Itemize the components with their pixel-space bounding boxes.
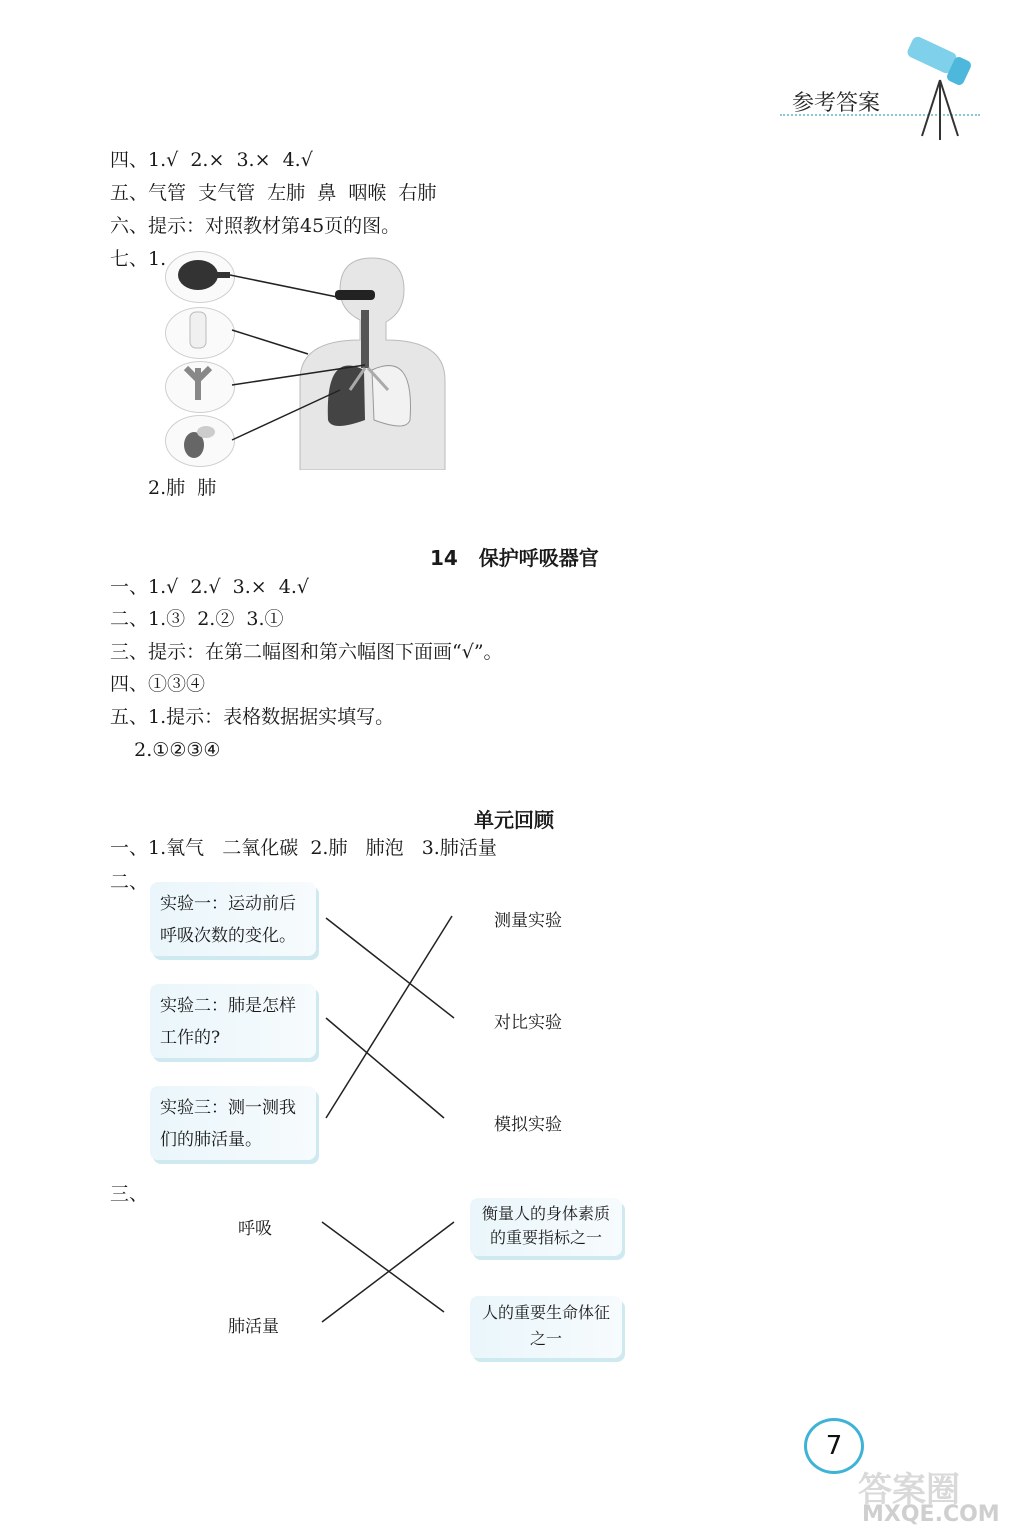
experiment-box-2: 实验二：肺是怎样工作的? [150, 984, 316, 1058]
watermark-url: MXQE.COM [862, 1502, 1000, 1527]
page-header-title: 参考答案 [792, 91, 881, 116]
term-breathing: 呼吸 [238, 1219, 272, 1239]
meaning-box-2: 人的重要生命体征之一 [470, 1296, 622, 1358]
experiment-box-3: 实验三：测一测我们的肺活量。 [150, 1086, 316, 1160]
answer-line-5: 五、气管 支气管 左肺 鼻 咽喉 右肺 [110, 182, 437, 204]
answer-7-2: 2.肺 肺 [148, 477, 217, 499]
s14-line-2: 二、1.③ 2.② 3.① [110, 608, 284, 630]
review-q3-label: 三、 [110, 1183, 149, 1205]
meaning-box-1: 衡量人的身体素质的重要指标之一 [470, 1198, 622, 1256]
method-simulate: 模拟实验 [494, 1115, 562, 1135]
method-compare: 对比实验 [494, 1013, 562, 1033]
review-title: 单元回顾 [474, 808, 554, 832]
telescope-icon [900, 36, 980, 144]
watermark-logo: 答案圈 [858, 1470, 960, 1510]
review-line-1: 一、1.氧气 二氧化碳 2.肺 肺泡 3.肺活量 [110, 837, 497, 859]
s14-line-3: 三、提示：在第二幅图和第六幅图下面画“√”。 [110, 641, 503, 663]
review-q2-label: 二、 [110, 871, 149, 893]
answer-line-6: 六、提示：对照教材第45页的图。 [110, 215, 401, 237]
section-14-title: 14 保护呼吸器官 [430, 546, 599, 570]
method-measure: 测量实验 [494, 911, 562, 931]
answer-line-4: 四、1.√ 2.× 3.× 4.√ [110, 149, 313, 171]
s14-line-1: 一、1.√ 2.√ 3.× 4.√ [110, 576, 309, 598]
s14-line-4: 四、①③④ [110, 673, 206, 695]
body-illustration [160, 250, 460, 470]
s14-line-5: 五、1.提示：表格数据据实填写。 [110, 706, 395, 728]
answer-line-7: 七、1. [110, 248, 167, 270]
page-number: 7 [804, 1418, 864, 1474]
term-lung-capacity: 肺活量 [228, 1317, 279, 1337]
experiment-box-1: 实验一：运动前后呼吸次数的变化。 [150, 882, 316, 956]
s14-line-6: 2.①②③④ [110, 739, 221, 761]
